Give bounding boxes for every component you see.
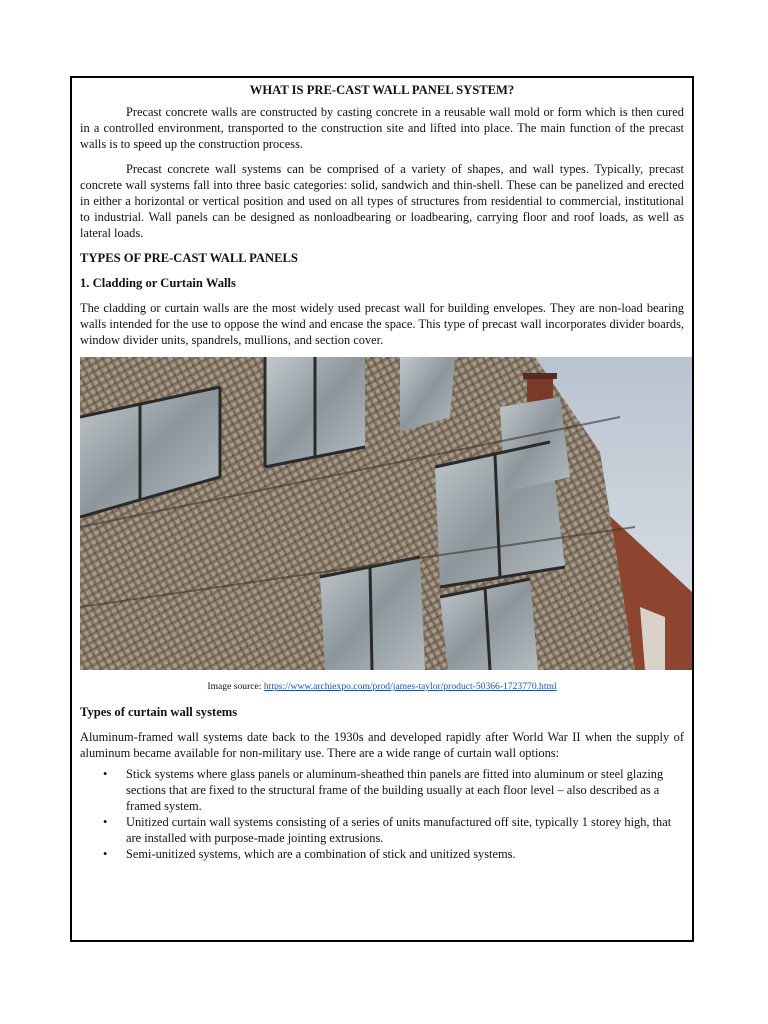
facade-illustration — [80, 357, 692, 670]
list-item-text: Stick systems where glass panels or aluminum-sheathed thin panels are fitted into aluminum or steel glazing sections that are fixed to the structural frame of the building usually at each floor level – also described as a framed system. — [126, 767, 664, 813]
curtain-types-paragraph: Aluminum-framed wall systems date back to the 1930s and developed rapidly after World War II when the supply of aluminum became available for non-military use. There are a wide range of curtain wall options: — [80, 730, 684, 760]
image-caption — [80, 679, 684, 695]
bullet-mark: • — [103, 847, 108, 861]
building-facade-photo — [80, 357, 692, 670]
list-item-text: Semi-unitized systems, which are a combination of stick and unitized systems. — [126, 847, 516, 861]
image-source-link[interactable]: https://www.archiexpo.com/prod/james-taylor/product-50366-1723770.html — [263, 681, 557, 692]
intro-paragraph-2: Precast concrete wall systems can be comprised of a variety of shapes, and wall types. Typically, precast concrete wall systems fall into three basic categories: solid, sandwich and thin-shell. These can be panelized and erected in either a horizontal or vertical position and used on all types of structures from residential to commercial, institutional to industrial. Wall panels can be designed as nonloadbearing or loadbearing, carrying floor and roof loads, as well as lateral loads. — [80, 162, 684, 240]
list-item — [103, 814, 684, 846]
document-content — [80, 82, 684, 862]
list-item — [103, 846, 684, 862]
list-item-text: Unitized curtain wall systems consisting of a series of units manufactured off site, typically 1 storey high, that are installed with purpose-made jointing extrusions. — [126, 815, 672, 845]
curtain-types-list — [80, 766, 684, 862]
curtain-types-heading: Types of curtain wall systems — [80, 705, 238, 719]
bullet-mark: • — [103, 815, 108, 829]
intro-paragraph-1: Precast concrete walls are constructed by casting concrete in a reusable wall mold or form which is then cured in a controlled environment, transported to the construction site and lifted into place. The main function of the precast walls is to speed up the construction process. — [80, 105, 684, 151]
section1-paragraph: The cladding or curtain walls are the most widely used precast wall for building envelopes. They are non-load bearing walls intended for the use to oppose the wind and encase the space. This type of precast wall incorporates divider boards, window divider units, spandrels, mullions, and section cover. — [80, 301, 684, 347]
caption-prefix: Image source: — [207, 681, 264, 692]
page-title: WHAT IS PRE-CAST WALL PANEL SYSTEM? — [249, 83, 515, 97]
section1-heading: 1. Cladding or Curtain Walls — [80, 276, 236, 290]
types-heading: TYPES OF PRE-CAST WALL PANELS — [80, 251, 298, 265]
document-frame — [70, 76, 694, 942]
list-item — [103, 766, 684, 814]
bullet-mark: • — [103, 767, 108, 781]
